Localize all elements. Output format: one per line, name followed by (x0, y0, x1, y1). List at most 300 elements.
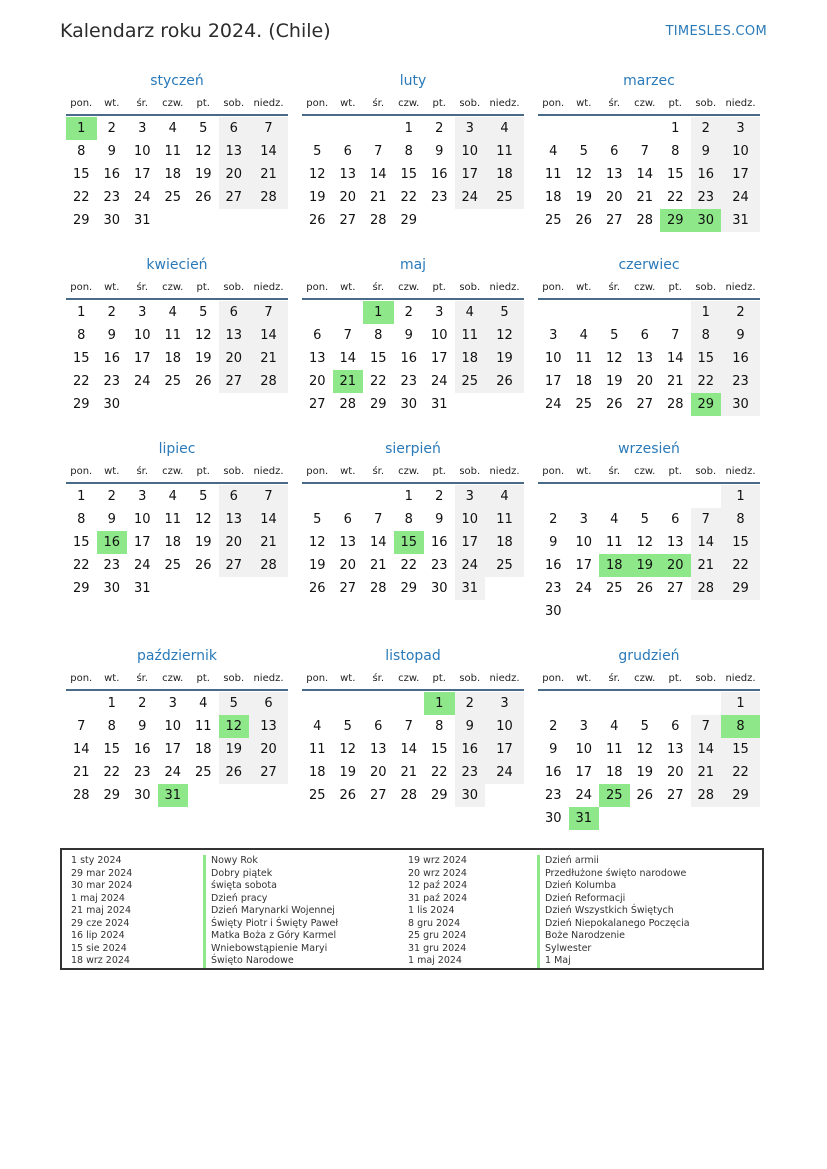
day-cell: 8 (721, 508, 760, 531)
day-cell: 14 (691, 738, 722, 761)
day-cell: 20 (219, 347, 250, 370)
day-cell: 27 (339, 581, 357, 596)
day-cell: 9 (549, 742, 558, 757)
day-cell: 6 (343, 512, 352, 527)
day-cell: 14 (636, 167, 654, 182)
day-cell: 17 (721, 163, 760, 186)
day-cell: 15 (72, 535, 90, 550)
day-cell: 30 (544, 604, 562, 619)
weekday-label: śr. (608, 281, 621, 293)
day-cell: 10 (430, 328, 448, 343)
legend-date: 31 gru 2024 (408, 942, 467, 954)
weekday-label: pon. (306, 672, 329, 684)
day-cell: 6 (219, 485, 250, 508)
day-cell: 4 (168, 489, 177, 504)
day-cell: 13 (219, 508, 250, 531)
day-cell: 28 (666, 397, 684, 412)
day-cell: 17 (164, 742, 182, 757)
holiday-day-cell: 29 (660, 209, 691, 232)
weekday-label: pt. (432, 281, 446, 293)
day-cell: 14 (249, 508, 288, 531)
day-cell: 8 (77, 328, 86, 343)
day-cell: 19 (194, 167, 212, 182)
month-name: październik (137, 648, 217, 664)
day-cell: 31 (721, 209, 760, 232)
day-cell: 4 (199, 696, 208, 711)
day-cell: 1 (671, 121, 680, 136)
day-cell: 12 (636, 742, 654, 757)
weekday-label: pt. (668, 97, 682, 109)
day-cell: 1 (107, 696, 116, 711)
empty-cell (333, 692, 364, 715)
weekday-label: pt. (668, 465, 682, 477)
day-cell: 5 (485, 301, 524, 324)
day-cell: 29 (430, 788, 448, 803)
day-cell: 5 (640, 719, 649, 734)
day-cell: 7 (374, 512, 383, 527)
day-cell: 7 (671, 328, 680, 343)
day-cell: 26 (339, 788, 357, 803)
day-cell: 22 (103, 765, 121, 780)
day-cell: 9 (455, 715, 486, 738)
day-cell: 2 (691, 117, 722, 140)
day-cell: 7 (249, 485, 288, 508)
day-cell: 23 (400, 374, 418, 389)
empty-cell (691, 692, 722, 715)
day-cell: 25 (485, 186, 524, 209)
legend-holiday-name: Dzień Niepokalanego Poczęcia (537, 918, 690, 931)
empty-cell (394, 692, 425, 715)
day-cell: 19 (308, 558, 326, 573)
legend-holiday-name: Przedłużone święto narodowe (537, 868, 690, 881)
day-cell: 30 (400, 397, 418, 412)
day-cell: 23 (721, 370, 760, 393)
day-cell: 12 (194, 328, 212, 343)
empty-cell (569, 692, 600, 715)
day-cell: 5 (199, 489, 208, 504)
day-cell: 15 (72, 351, 90, 366)
day-cell: 28 (400, 788, 418, 803)
day-cell: 4 (579, 328, 588, 343)
day-cell: 13 (666, 742, 684, 757)
day-cell: 9 (107, 512, 116, 527)
legend-date: 1 maj 2024 (408, 955, 462, 966)
day-grid (302, 692, 524, 807)
day-cell: 21 (249, 347, 288, 370)
legend-date: 30 mar 2024 (71, 880, 133, 891)
day-cell: 26 (636, 788, 654, 803)
day-cell: 30 (133, 788, 151, 803)
legend-dates-left (71, 855, 132, 968)
day-cell: 23 (430, 558, 448, 573)
day-cell: 9 (435, 512, 444, 527)
legend-date: 20 wrz 2024 (408, 867, 467, 879)
empty-cell (363, 117, 394, 140)
day-cell: 14 (691, 531, 722, 554)
empty-cell (660, 485, 691, 508)
day-cell: 21 (369, 558, 387, 573)
day-cell: 19 (575, 190, 593, 205)
day-cell: 3 (168, 696, 177, 711)
legend-date: 8 gru 2024 (408, 917, 461, 929)
day-cell: 3 (435, 305, 444, 320)
day-cell: 13 (636, 351, 654, 366)
empty-cell (538, 117, 569, 140)
day-cell: 26 (308, 213, 326, 228)
day-cell: 3 (549, 328, 558, 343)
day-cell: 9 (107, 144, 116, 159)
day-cell: 18 (308, 765, 326, 780)
page-title: Kalendarz roku 2024. (Chile) (60, 20, 331, 42)
day-cell: 12 (308, 535, 326, 550)
empty-cell (630, 117, 661, 140)
day-cell: 13 (249, 715, 288, 738)
empty-cell (302, 485, 333, 508)
weekday-label: pt. (432, 465, 446, 477)
day-cell: 17 (575, 558, 593, 573)
weekday-label: czw. (162, 281, 184, 293)
day-cell: 28 (249, 554, 288, 577)
legend-date: 29 mar 2024 (71, 867, 133, 879)
day-cell: 24 (164, 765, 182, 780)
holiday-day-cell: 20 (660, 554, 691, 577)
day-cell: 14 (369, 167, 387, 182)
day-cell: 18 (164, 167, 182, 182)
weekday-label: niedz. (725, 672, 756, 684)
legend-holiday-name: Święto Narodowe (203, 955, 338, 968)
day-cell: 19 (636, 765, 654, 780)
day-cell: 30 (430, 581, 448, 596)
day-cell: 23 (103, 190, 121, 205)
day-cell: 31 (133, 213, 151, 228)
day-cell: 7 (249, 117, 288, 140)
weekday-label: pt. (196, 672, 210, 684)
weekday-label: pon. (70, 281, 93, 293)
day-cell: 7 (640, 144, 649, 159)
weekday-label: śr. (136, 97, 149, 109)
day-cell: 29 (72, 397, 90, 412)
day-cell: 24 (133, 190, 151, 205)
weekday-label: pt. (196, 97, 210, 109)
weekday-label: wt. (340, 97, 356, 109)
day-cell: 6 (249, 692, 288, 715)
legend-date: 21 maj 2024 (71, 905, 132, 916)
day-cell: 21 (72, 765, 90, 780)
weekday-label: śr. (608, 97, 621, 109)
day-cell: 25 (544, 213, 562, 228)
day-cell: 29 (103, 788, 121, 803)
day-cell: 24 (133, 558, 151, 573)
day-cell: 31 (455, 577, 486, 600)
empty-cell (302, 692, 333, 715)
weekday-label: sob. (459, 672, 481, 684)
day-cell: 14 (249, 140, 288, 163)
weekday-label: sob. (223, 465, 245, 477)
day-cell: 19 (485, 347, 524, 370)
holiday-day-cell: 1 (66, 117, 97, 140)
day-cell: 3 (138, 121, 147, 136)
empty-cell (538, 692, 569, 715)
day-cell: 14 (666, 351, 684, 366)
day-cell: 11 (485, 140, 524, 163)
weekday-header (538, 92, 760, 116)
weekday-label: sob. (695, 465, 717, 477)
weekday-label: sob. (459, 97, 481, 109)
empty-cell (569, 485, 600, 508)
day-cell: 27 (249, 761, 288, 784)
legend-names-right (537, 855, 690, 968)
weekday-label: czw. (162, 672, 184, 684)
day-cell: 7 (77, 719, 86, 734)
weekday-label: śr. (608, 465, 621, 477)
month-calendar (538, 645, 760, 830)
day-cell: 16 (133, 742, 151, 757)
day-cell: 10 (575, 742, 593, 757)
day-cell: 4 (168, 121, 177, 136)
day-cell: 2 (435, 489, 444, 504)
day-cell: 27 (636, 397, 654, 412)
weekday-label: niedz. (725, 97, 756, 109)
empty-cell (569, 301, 600, 324)
day-cell: 26 (194, 558, 212, 573)
day-cell: 29 (72, 581, 90, 596)
weekday-label: czw. (398, 465, 420, 477)
day-cell: 12 (339, 742, 357, 757)
day-cell: 7 (374, 144, 383, 159)
weekday-label: śr. (372, 672, 385, 684)
weekday-label: pt. (668, 281, 682, 293)
weekday-label: czw. (634, 672, 656, 684)
holiday-day-cell: 1 (424, 692, 455, 715)
legend-holiday-name: Wniebowstąpienie Maryi (203, 943, 338, 956)
weekday-header (302, 92, 524, 116)
day-cell: 1 (721, 692, 760, 715)
weekday-label: sob. (695, 281, 717, 293)
weekday-label: niedz. (725, 465, 756, 477)
day-cell: 2 (107, 305, 116, 320)
day-cell: 17 (133, 351, 151, 366)
legend-holiday-name: Boże Narodzenie (537, 930, 690, 943)
day-cell: 15 (369, 351, 387, 366)
weekday-header (538, 667, 760, 691)
day-cell: 27 (308, 397, 326, 412)
day-cell: 9 (404, 328, 413, 343)
day-cell: 10 (485, 715, 524, 738)
day-cell: 23 (430, 190, 448, 205)
day-cell: 26 (575, 213, 593, 228)
day-cell: 16 (400, 351, 418, 366)
day-cell: 21 (400, 765, 418, 780)
day-cell: 6 (313, 328, 322, 343)
weekday-label: pt. (196, 281, 210, 293)
day-cell: 17 (455, 163, 486, 186)
day-cell: 1 (77, 489, 86, 504)
day-cell: 30 (721, 393, 760, 416)
empty-cell (630, 692, 661, 715)
day-cell: 5 (313, 512, 322, 527)
day-cell: 2 (435, 121, 444, 136)
holiday-day-cell: 29 (691, 393, 722, 416)
day-grid (66, 117, 288, 232)
day-cell: 28 (369, 581, 387, 596)
day-cell: 17 (485, 738, 524, 761)
day-cell: 17 (544, 374, 562, 389)
holiday-day-cell: 15 (394, 531, 425, 554)
day-cell: 9 (435, 144, 444, 159)
holiday-day-cell: 25 (599, 784, 630, 807)
day-cell: 15 (691, 347, 722, 370)
legend-names-left (203, 855, 338, 968)
day-cell: 27 (339, 213, 357, 228)
day-cell: 3 (138, 305, 147, 320)
day-cell: 16 (430, 535, 448, 550)
day-cell: 20 (219, 163, 250, 186)
weekday-label: czw. (398, 97, 420, 109)
day-cell: 24 (485, 761, 524, 784)
empty-cell (333, 485, 364, 508)
day-cell: 15 (72, 167, 90, 182)
day-cell: 13 (339, 535, 357, 550)
day-cell: 2 (455, 692, 486, 715)
day-cell: 3 (138, 489, 147, 504)
day-cell: 24 (721, 186, 760, 209)
legend-date: 16 lip 2024 (71, 930, 125, 941)
empty-cell (538, 485, 569, 508)
weekday-label: niedz. (489, 281, 520, 293)
day-cell: 11 (164, 328, 182, 343)
empty-cell (660, 301, 691, 324)
month-calendar (66, 70, 288, 232)
weekday-label: śr. (372, 465, 385, 477)
empty-cell (66, 692, 97, 715)
day-cell: 12 (194, 512, 212, 527)
weekday-label: sob. (223, 281, 245, 293)
day-cell: 20 (666, 765, 684, 780)
day-cell: 30 (103, 213, 121, 228)
weekday-label: pon. (306, 465, 329, 477)
weekday-label: wt. (340, 281, 356, 293)
weekday-header (538, 460, 760, 484)
day-cell: 22 (430, 765, 448, 780)
day-cell: 18 (194, 742, 212, 757)
day-cell: 12 (605, 351, 623, 366)
legend-date: 1 sty 2024 (71, 855, 122, 866)
holiday-day-cell: 31 (569, 807, 600, 830)
day-cell: 4 (485, 117, 524, 140)
day-cell: 9 (138, 719, 147, 734)
day-cell: 28 (691, 577, 722, 600)
day-cell: 27 (666, 788, 684, 803)
month-calendar (538, 254, 760, 416)
holiday-day-cell: 19 (630, 554, 661, 577)
day-cell: 30 (103, 581, 121, 596)
site-link[interactable]: TIMESLES.COM (665, 24, 767, 39)
weekday-label: śr. (372, 281, 385, 293)
empty-cell (333, 301, 364, 324)
day-grid (538, 301, 760, 416)
day-cell: 29 (400, 213, 418, 228)
day-cell: 3 (455, 485, 486, 508)
empty-cell (660, 692, 691, 715)
weekday-label: pon. (70, 97, 93, 109)
day-grid (302, 301, 524, 416)
day-cell: 25 (194, 765, 212, 780)
month-name: lipiec (158, 441, 196, 457)
day-cell: 6 (343, 144, 352, 159)
day-cell: 15 (430, 742, 448, 757)
weekday-label: czw. (634, 465, 656, 477)
weekday-label: wt. (340, 672, 356, 684)
day-cell: 8 (77, 512, 86, 527)
day-cell: 5 (343, 719, 352, 734)
weekday-label: pon. (306, 97, 329, 109)
weekday-label: pon. (542, 465, 565, 477)
month-name: wrzesień (618, 441, 680, 457)
empty-cell (599, 692, 630, 715)
day-cell: 20 (219, 531, 250, 554)
weekday-header (302, 460, 524, 484)
day-cell: 31 (430, 397, 448, 412)
weekday-label: wt. (576, 281, 592, 293)
day-cell: 20 (636, 374, 654, 389)
day-cell: 3 (721, 117, 760, 140)
day-cell: 28 (339, 397, 357, 412)
day-cell: 22 (721, 554, 760, 577)
weekday-label: sob. (459, 465, 481, 477)
day-cell: 13 (369, 742, 387, 757)
legend-date: 29 cze 2024 (71, 917, 130, 929)
day-cell: 29 (72, 213, 90, 228)
day-cell: 26 (485, 370, 524, 393)
day-cell: 6 (671, 719, 680, 734)
day-cell: 18 (575, 374, 593, 389)
day-cell: 5 (579, 144, 588, 159)
day-cell: 11 (485, 508, 524, 531)
day-cell: 22 (400, 190, 418, 205)
day-cell: 20 (605, 190, 623, 205)
legend-holiday-name: Dzień Wszystkich Świętych (537, 905, 690, 918)
day-cell: 25 (455, 370, 486, 393)
day-cell: 18 (164, 351, 182, 366)
day-cell: 10 (575, 535, 593, 550)
day-cell: 13 (339, 167, 357, 182)
day-cell: 13 (219, 324, 250, 347)
holiday-day-cell: 16 (97, 531, 128, 554)
day-cell: 23 (544, 581, 562, 596)
weekday-label: wt. (340, 465, 356, 477)
day-cell: 10 (721, 140, 760, 163)
day-cell: 16 (103, 167, 121, 182)
day-cell: 13 (308, 351, 326, 366)
weekday-label: wt. (104, 465, 120, 477)
day-cell: 26 (605, 397, 623, 412)
weekday-label: śr. (136, 672, 149, 684)
day-cell: 24 (430, 374, 448, 389)
day-cell: 8 (435, 719, 444, 734)
day-cell: 13 (605, 167, 623, 182)
day-cell: 25 (164, 558, 182, 573)
day-cell: 18 (164, 535, 182, 550)
day-cell: 22 (72, 374, 90, 389)
day-cell: 29 (400, 581, 418, 596)
day-cell: 22 (72, 558, 90, 573)
weekday-label: wt. (576, 97, 592, 109)
day-cell: 6 (671, 512, 680, 527)
day-cell: 4 (610, 719, 619, 734)
day-cell: 4 (313, 719, 322, 734)
month-name: grudzień (618, 648, 680, 664)
day-cell: 28 (249, 186, 288, 209)
